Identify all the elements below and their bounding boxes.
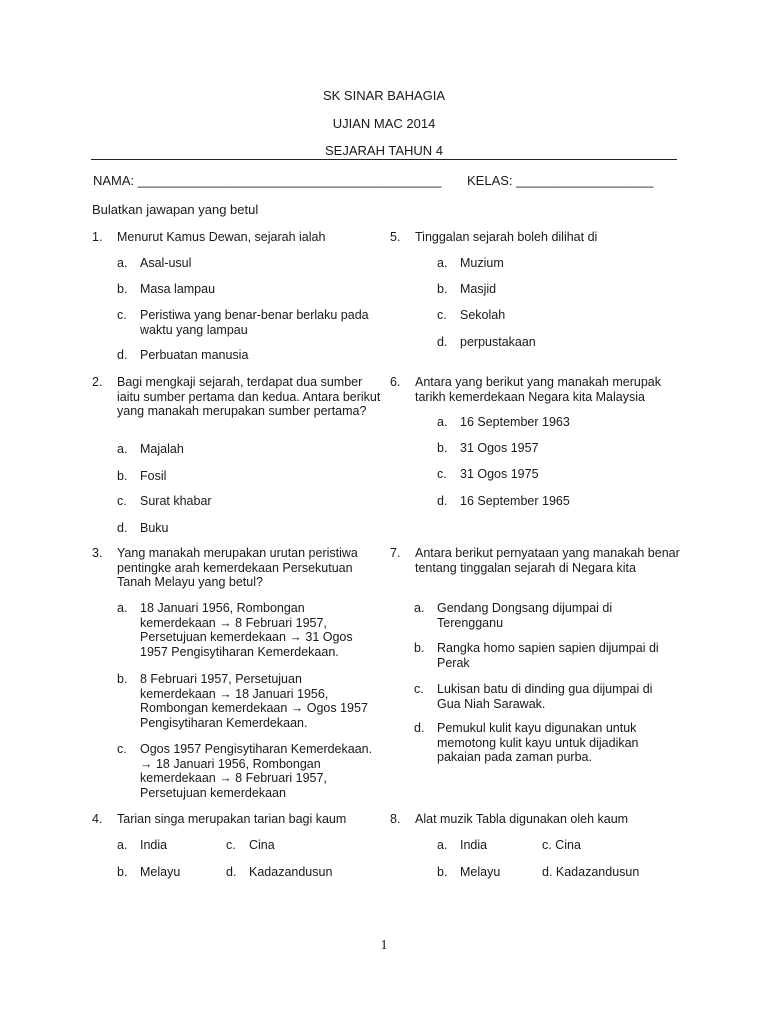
option-3a[interactable]: a. 18 Januari 1956, Rombongan kemerdekaan → 8 Februari 1957, Persetujuan kemerdekaan → 31 Ogos 1957 Pengisytiharan Kemerdekaan. <box>117 601 353 659</box>
option-2b[interactable]: b. Fosil <box>117 469 167 483</box>
class-label: KELAS: <box>467 173 513 188</box>
question-number: 3. <box>92 546 103 560</box>
question-number: 4. <box>92 812 103 826</box>
question-number: 2. <box>92 375 103 389</box>
option-8a[interactable]: a. India <box>437 838 488 852</box>
name-blank[interactable]: __________________________________________ <box>137 173 442 188</box>
option-2c[interactable]: c. Surat khabar <box>117 494 212 508</box>
question-text: Alat muzik Tabla digunakan oleh kaum <box>415 812 629 826</box>
option-1a[interactable]: a. Asal-usul <box>117 256 192 270</box>
option-8d[interactable]: d. Kadazandusun <box>542 865 640 879</box>
option-1b[interactable]: b. Masa lampau <box>117 282 216 296</box>
option-3c[interactable]: c. Ogos 1957 Pengisytiharan Kemerdekaan. → 18 Januari 1956, Rombongan kemerdekaan → 8 Februari 1957, Persetujuan kemerdekaan <box>117 742 373 800</box>
question-text: Antara berikut pernyataan yang manakah benar tentang tinggalan sejarah di Negara kita <box>415 546 680 575</box>
option-2d[interactable]: d. Buku <box>117 521 169 535</box>
option-5d[interactable]: d. perpustakaan <box>437 335 536 349</box>
question-4 <box>92 812 382 827</box>
question-text: Bagi mengkaji sejarah, terdapat dua sumber iaitu sumber pertama dan kedua. Antara berikut yang manakah merupakan sumber pertama? <box>117 375 381 418</box>
question-6 <box>390 375 680 404</box>
question-3 <box>92 546 382 590</box>
question-number: 1. <box>92 230 103 244</box>
name-label: NAMA: <box>93 173 135 188</box>
question-text: Tinggalan sejarah boleh dilihat di <box>415 230 598 244</box>
question-2 <box>92 375 382 419</box>
class-blank[interactable]: ___________________ <box>516 173 654 188</box>
option-6c[interactable]: c. 31 Ogos 1975 <box>437 467 539 481</box>
option-4d[interactable]: d. Kadazandusun <box>226 865 333 879</box>
question-1 <box>92 230 382 245</box>
question-text: Tarian singa merupakan tarian bagi kaum <box>117 812 347 826</box>
option-5c[interactable]: c. Sekolah <box>437 308 506 322</box>
option-4b[interactable]: b. Melayu <box>117 865 181 879</box>
name-field <box>93 173 441 188</box>
option-7a[interactable]: a. Gendang Dongsang dijumpai di Terengganu <box>414 601 613 630</box>
question-number: 6. <box>390 375 401 389</box>
option-5b[interactable]: b. Masjid <box>437 282 497 296</box>
school-name: SK SINAR BAHAGIA <box>322 88 446 103</box>
question-text: Yang manakah merupakan urutan peristiwa pentingke arah kemerdekaan Persekutuan Tanah Melayu yang betul? <box>117 546 358 589</box>
option-2a[interactable]: a. Majalah <box>117 442 184 456</box>
question-8 <box>390 812 680 827</box>
option-4c[interactable]: c. Cina <box>226 838 275 852</box>
option-6a[interactable]: a. 16 September 1963 <box>437 415 570 429</box>
question-number: 8. <box>390 812 401 826</box>
option-5a[interactable]: a. Muzium <box>437 256 504 270</box>
question-text: Antara yang berikut yang manakah merupak tarikh kemerdekaan Negara kita Malaysia <box>415 375 661 404</box>
option-6b[interactable]: b. 31 Ogos 1957 <box>437 441 539 455</box>
question-7 <box>390 546 680 575</box>
exam-title: UJIAN MAC 2014 <box>332 116 436 131</box>
question-text: Menurut Kamus Dewan, sejarah ialah <box>117 230 326 244</box>
option-7c[interactable]: c. Lukisan batu di dinding gua dijumpai di Gua Niah Sarawak. <box>414 682 653 711</box>
question-number: 5. <box>390 230 401 244</box>
header-divider <box>91 159 677 160</box>
option-3b[interactable]: b. 8 Februari 1957, Persetujuan kemerdekaan → 18 Januari 1956, Rombongan kemerdekaan → Ogos 1957 Pengisytiharan Kemerdekaan. <box>117 672 368 730</box>
option-1d[interactable]: d. Perbuatan manusia <box>117 348 249 362</box>
page-number: 1 <box>380 938 388 953</box>
option-7b[interactable]: b. Rangka homo sapien sapien dijumpai di Perak <box>414 641 659 670</box>
option-4a[interactable]: a. India <box>117 838 168 852</box>
option-8b[interactable]: b. Melayu <box>437 865 501 879</box>
class-field <box>467 173 654 188</box>
option-1c[interactable]: c. Peristiwa yang benar-benar berlaku pada waktu yang lampau <box>117 308 369 337</box>
option-6d[interactable]: d. 16 September 1965 <box>437 494 570 508</box>
option-7d[interactable]: d. Pemukul kulit kayu digunakan untuk memotong kulit kayu untuk dijadikan pakaian pada zaman purba. <box>414 721 639 764</box>
question-number: 7. <box>390 546 401 560</box>
question-5 <box>390 230 680 245</box>
instruction: Bulatkan jawapan yang betul <box>92 202 259 217</box>
subject-title: SEJARAH TAHUN 4 <box>325 143 443 158</box>
option-8c[interactable]: c. Cina <box>542 838 581 852</box>
